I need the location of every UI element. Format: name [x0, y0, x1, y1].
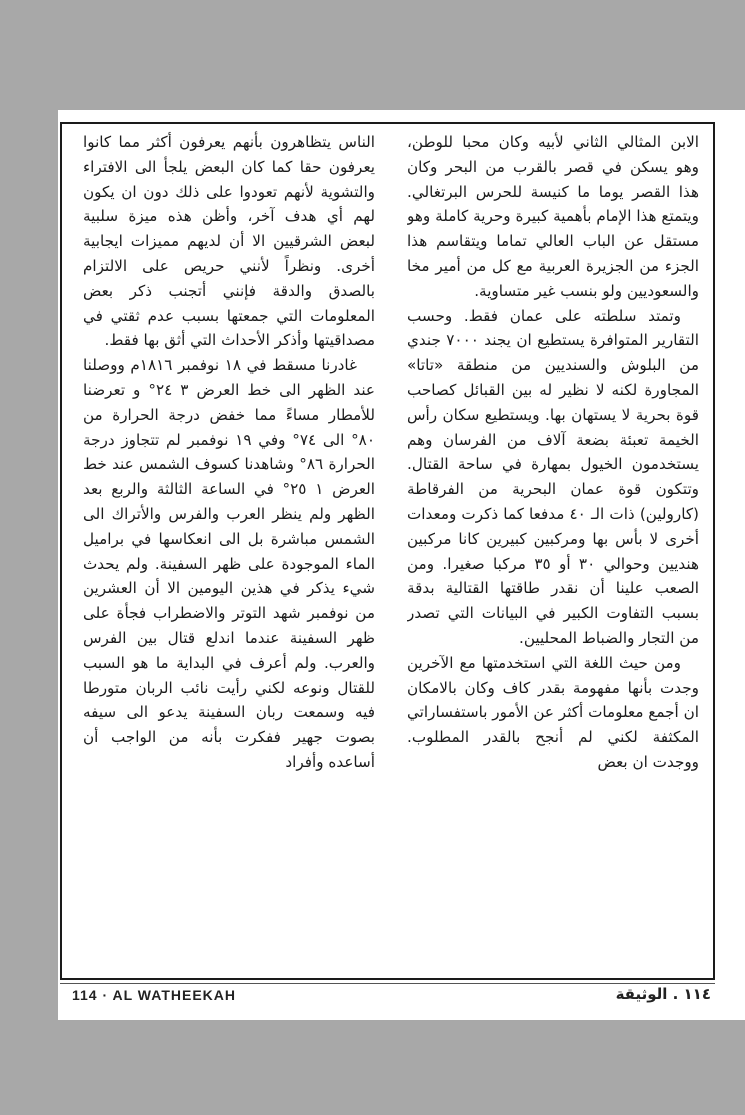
top-margin — [0, 0, 745, 110]
right-column — [407, 130, 699, 974]
right-paragraph-2: وتمتد سلطته على عمان فقط. وحسب التقارير المتوافرة يستطيع ان يجند ٧٠٠٠ جندي من البلوش والسنديين من منطقة «تاتا» المجاورة لكنه لا نظير له بين القبائل كصاحب قوة بحرية لا يستهان بها. ويستطيع سكان رأس الخيمة تعبئة بضعة آلاف من الفرسان وهم يستخدمون الخيول بمهارة في ساحة القتال. وتتكون قوة عمان البحرية من الفرقاطة (كارولين) ذات الـ ٤٠ مدفعا كما ذكرت ومعدات أخرى لا بأس بها ومركبين كبيرين كانا مركبين هنديين وحوالي ٣٠ أو ٣٥ مركبا صغيرا. ومن الصعب علينا أن نقدر طاقتها القتالية بدقة بسبب التفاوت الكبير في البيانات التي تصدر من التجار والضباط المحليين. — [407, 306, 699, 647]
footer-page-label-latin: 114 · AL WATHEEKAH — [72, 987, 236, 1003]
left-column — [83, 130, 375, 974]
text-frame — [60, 122, 715, 980]
page-footer — [60, 983, 715, 1008]
left-paragraph-2: غادرنا مسقط في ١٨ نوفمبر ١٨١٦م ووصلنا عند الظهر الى خط العرض ٣ ٢٤° و تعرضنا للأمطار مساءً مما خفض درجة الحرارة من ٨٠° الى ٧٤° وفي ١٩ نوفمبر لم تتجاوز درجة الحرارة ٨٦° وشاهدنا كسوف الشمس عند خط العرض ١ ٢٥° في الساعة الثالثة والربع بعد الظهر ولم ينظر العرب والفرس والأتراك الى الشمس مباشرة بل الى انعكاسها في براميل الماء الموجودة على ظهر السفينة. ولم يحدث شيء يذكر في هذين اليومين الا أن العشرين من نوفمبر شهد التوتر والاضطراب فجأة على ظهر السفينة عندما اندلع قتال بين الفرس والعرب. ولم أعرف في البداية ما هو السبب للقتال ونوعه لكني رأيت نائب الربان متورطا فيه وسمعت ربان السفينة يدعو الى سيفه بصوت جهير ففكرت بأنه من الواجب أن أساعده وأفراد — [83, 356, 375, 771]
bottom-margin — [0, 1020, 745, 1115]
right-paragraph-1: الابن المثالي الثاني لأبيه وكان محبا للوطن، وهو يسكن في قصر بالقرب من البحر وكان هذا القصر يوما ما كنيسة للحرس البرتغالي. ويتمتع هذا الإمام بأهمية كبيرة وحرية كاملة وهو مستقل عن الباب العالي تماما ويتقاسم هذا الجزء من الجزيرة العربية مع كل من أمير مخا والسعوديين ولو بنسب غير متساوية. — [407, 133, 699, 300]
right-paragraph-3: ومن حيث اللغة التي استخدمتها مع الآخرين وجدت بأنها مفهومة بقدر كاف وكان بالامكان ان أجمع معلومات أكثر عن الأمور باستفساراتي المكثفة لكني لم أنجح بالقدر المطلوب. ووجدت ان بعض — [407, 653, 699, 771]
left-margin — [0, 0, 58, 1115]
footer-page-label-arabic: ١١٤ . الوثيقة — [615, 985, 711, 1003]
left-paragraph-1: الناس يتظاهرون بأنهم يعرفون أكثر مما كانوا يعرفون حقا كما كان البعض يلجأ الى الافتراء والتشوية لأنهم تعودوا على ذلك دون ان يكون لهم أي هدف آخر، وأظن هذه ميزة سلبية لبعض الشرقيين الا أن لديهم مميزات ايجابية أخرى. ونظراً لأنني حريص على الالتزام بالصدق والدقة فإنني أتجنب ذكر بعض المعلومات التي جمعتها بسبب عدم ثقتي في مصداقيتها وأذكر الأحداث التي أثق بها فقط. — [83, 133, 375, 350]
